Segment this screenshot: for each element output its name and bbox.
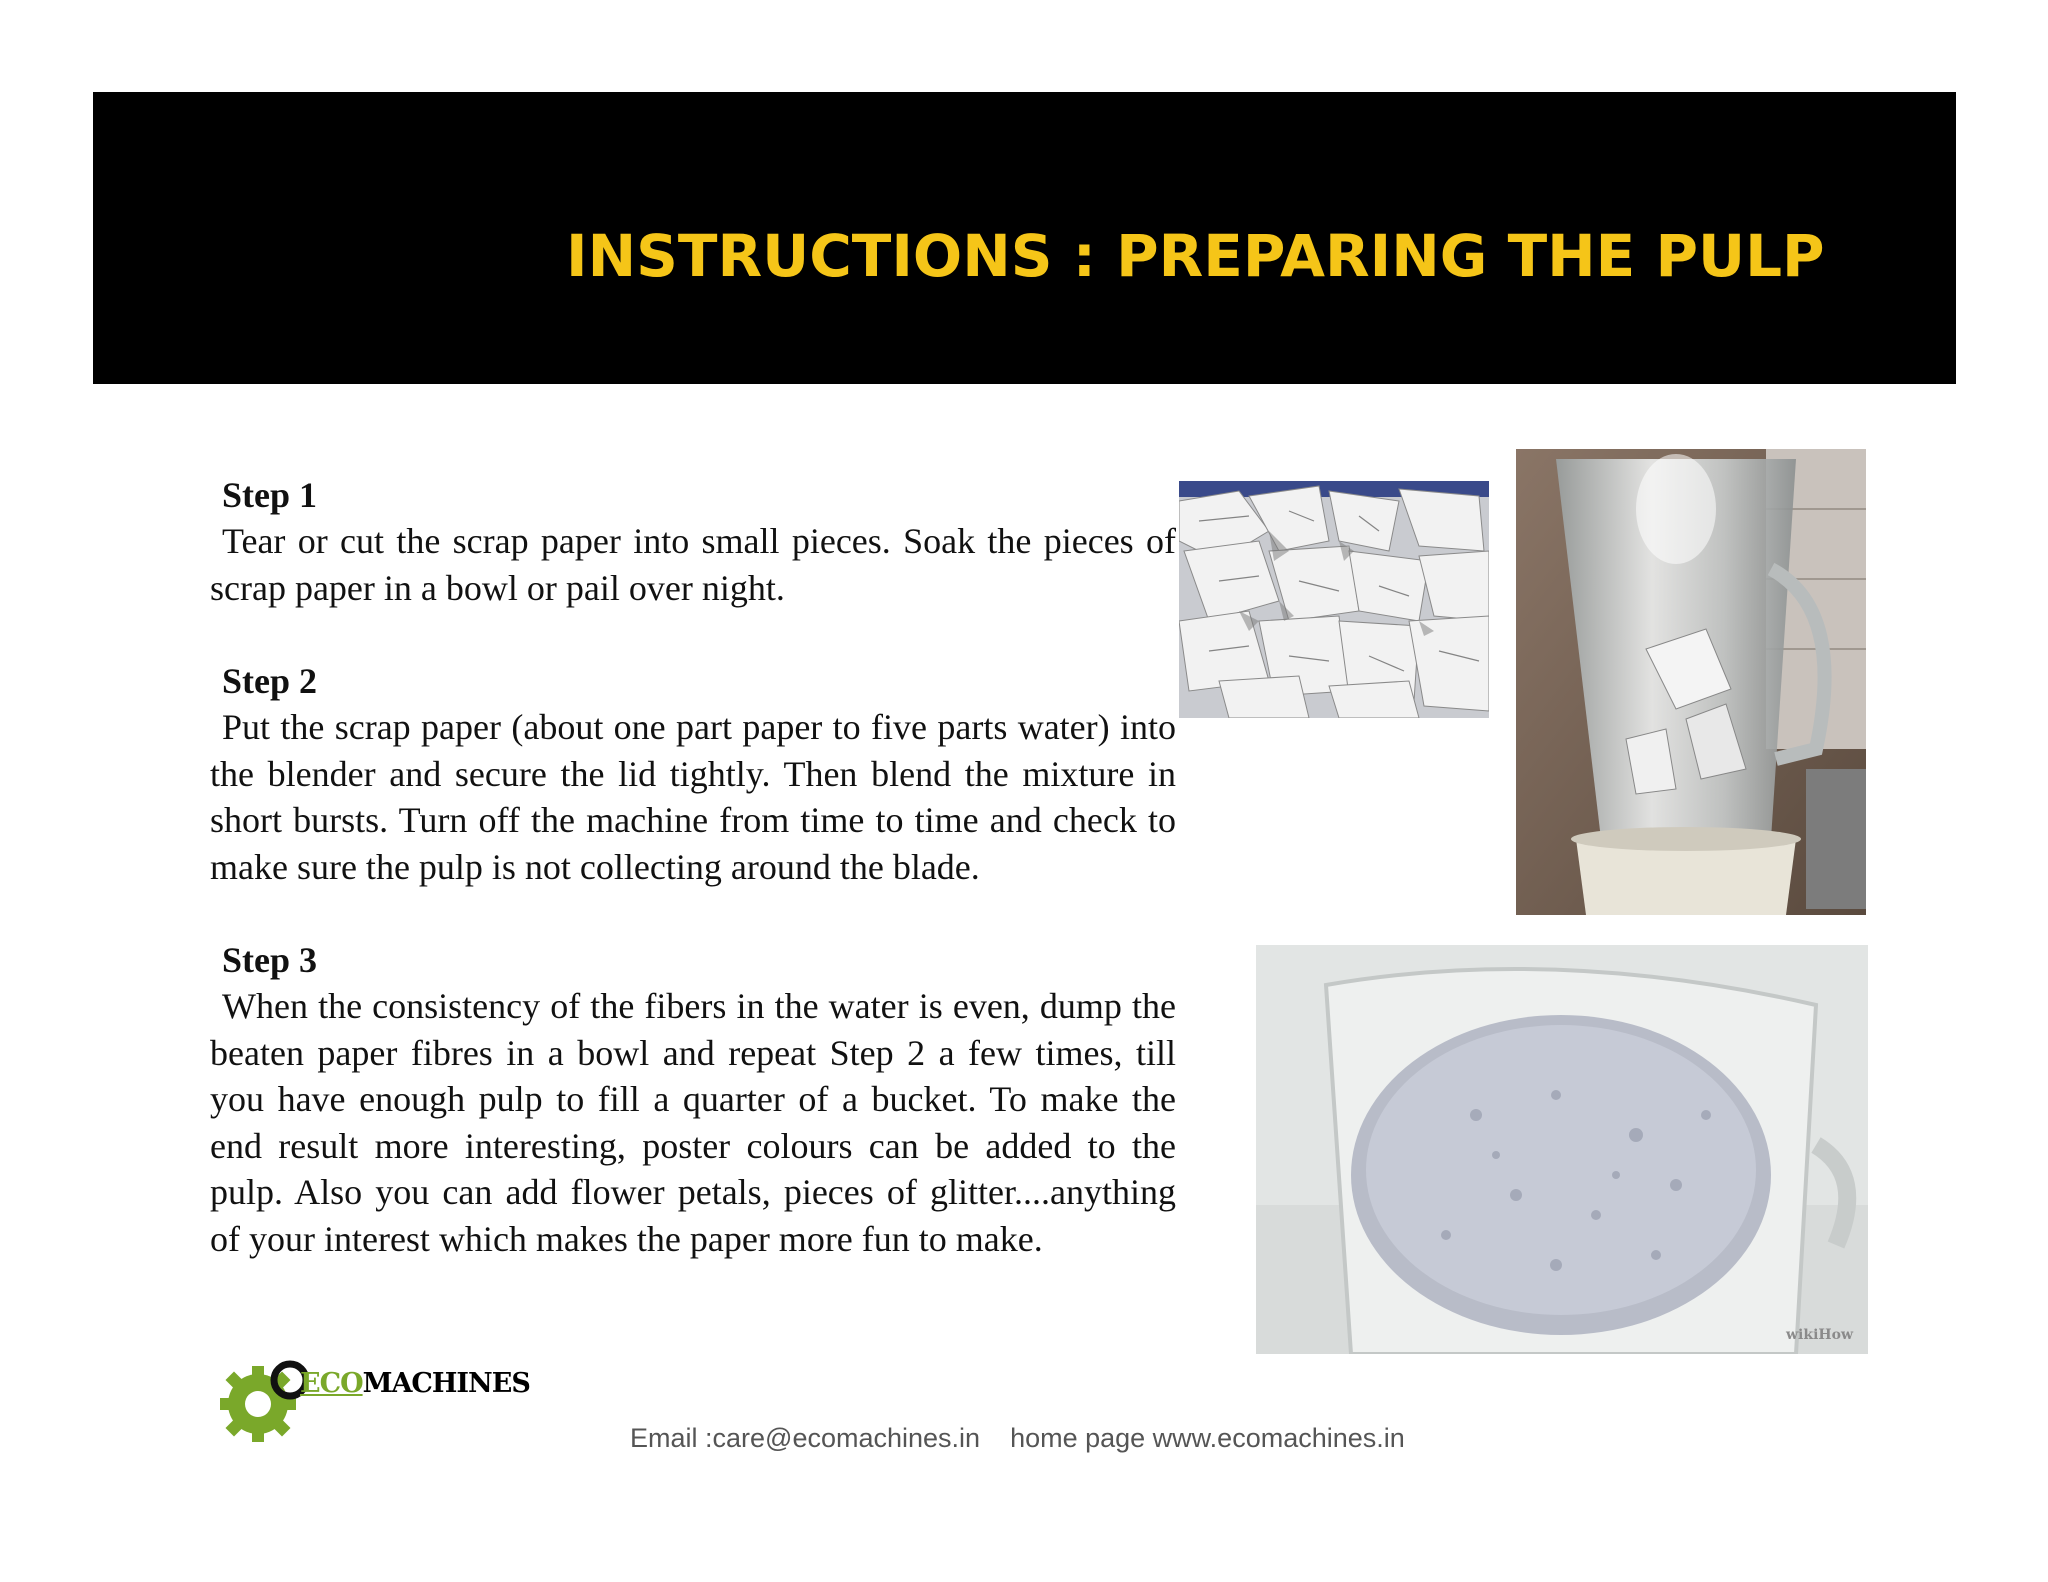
step-3-title: Step 3 — [222, 940, 318, 980]
logo-text: ECOMACHINES — [300, 1368, 530, 1399]
step-1-text: Tear or cut the scrap paper into small pieces. Soak the pieces of scrap paper in a bowl or pail over night. — [210, 521, 1176, 608]
step-3-text: When the consistency of the fibers in the water is even, dump the beaten paper fibres in a bowl and repeat Step 2 a few times, till you have enough pulp to fill a quarter of a bucket. To make the end result more interesting, poster colours can be added to the pulp. Also you can add flower petals, pieces of glitter....anything of your interest which makes the paper more fun to make. — [210, 986, 1176, 1259]
ecomachines-logo — [218, 1352, 530, 1448]
blender-photo — [1516, 449, 1866, 915]
footer-homepage[interactable]: home page www.ecomachines.in — [1010, 1423, 1405, 1453]
footer-email[interactable]: Email :care@ecomachines.in — [630, 1423, 981, 1453]
step-1-title: Step 1 — [222, 475, 318, 515]
footer-contact — [630, 1423, 1435, 1454]
step-2-text: Put the scrap paper (about one part paper to five parts water) into the blender and secure the lid tightly. Then blend the mixture in short bursts. Turn off the machine from time to time and check to make sure the pulp is not collecting around the blade. — [210, 707, 1176, 887]
page-title: INSTRUCTIONS : PREPARING THE PULP — [566, 222, 1825, 290]
scrap-paper-photo — [1179, 481, 1489, 718]
gear-green-icon — [220, 1366, 296, 1442]
pulp-photo — [1256, 945, 1868, 1354]
wikihow-watermark: wikiHow — [1786, 1327, 1854, 1343]
step-2-title: Step 2 — [222, 661, 318, 701]
steps-section — [210, 472, 1176, 1309]
